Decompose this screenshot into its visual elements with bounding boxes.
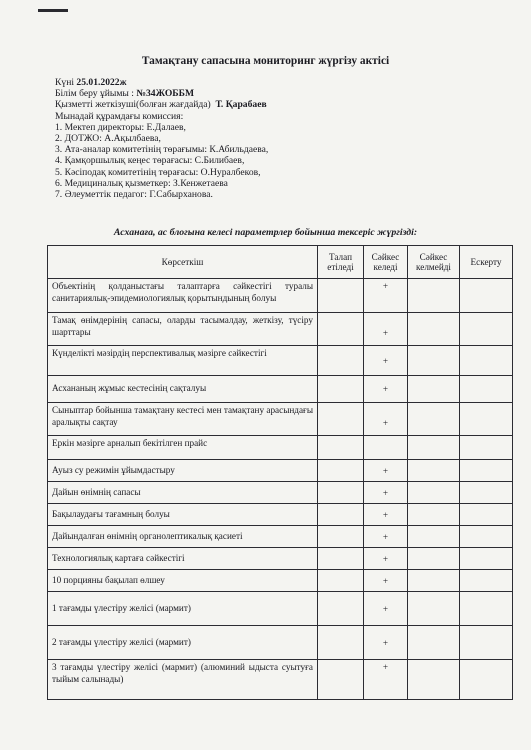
note-cell [460,482,513,504]
note-cell [460,279,513,313]
commission-member: 1. Мектеп директоры: Е.Далаев, [55,121,186,133]
supplier-label: Қызметті жеткізуші(болған жағдайда) [55,99,211,111]
indicator-cell: Объектінің қолданыстағы талаптарға сәйкестігі туралы санитариялық-эпидемиологиялық қорытындының болуы [48,279,318,313]
organization-value: №34ЖОББМ [136,88,195,100]
table-row [48,346,513,376]
supplier-value: Т. Қарабаев [215,99,267,111]
noncompliant-cell [408,626,460,660]
note-cell [460,626,513,660]
commission-member: 4. Қамқоршылық кеңес төрағасы: С.Билибаев, [55,155,245,167]
note-cell [460,403,513,436]
required-cell [318,376,364,403]
note-cell [460,376,513,403]
noncompliant-cell [408,346,460,376]
required-cell [318,570,364,592]
noncompliant-cell [408,313,460,346]
noncompliant-cell [408,660,460,700]
noncompliant-cell [408,482,460,504]
inspection-table [47,245,513,700]
indicator-cell: 3 тағамды үлестіру желісі (мармит) (алюминий ыдыста суытуға тыйым салынады) [48,660,318,700]
organization-label: Білім беру ұйымы : [55,88,134,100]
document-title: Тамақтану сапасына мониторинг жүргізу актісі [141,55,390,67]
required-cell [318,548,364,570]
indicator-cell: Тамақ өнімдерінің сапасы, оларды тасымалдау, жеткізу, түсіру шарттары [48,313,318,346]
required-cell [318,313,364,346]
commission-label: Мынадай құрамдағы комиссия: [55,110,184,122]
compliant-cell [364,436,408,460]
compliant-cell: + [364,570,408,592]
compliant-cell: + [364,626,408,660]
date-value: 25.01.2022ж [76,77,127,88]
scan-mark [38,9,68,12]
commission-member: 6. Медициналық қызметкер: З.Кенжетаева [55,177,228,189]
header-indicator: Көрсеткіш [48,246,318,279]
table-row [48,548,513,570]
required-cell [318,346,364,376]
noncompliant-cell [408,403,460,436]
noncompliant-cell [408,436,460,460]
table-row [48,279,513,313]
table-row [48,376,513,403]
indicator-cell: 1 тағамды үлестіру желісі (мармит) [48,592,318,626]
required-cell [318,504,364,526]
indicator-cell: Еркін мәзірге арналып бекітілген прайс [48,436,318,460]
table-row [48,592,513,626]
commission-member: 7. Әлеуметтік педагог: Г.Сабырханова. [55,189,213,201]
table-header-row [48,246,513,279]
date-label: Күні [55,77,74,88]
required-cell [318,460,364,482]
compliant-cell: + [364,403,408,436]
required-cell [318,436,364,460]
noncompliant-cell [408,526,460,548]
header-required: Талап етіледі [318,246,364,279]
note-cell [460,460,513,482]
compliant-cell: + [364,279,408,313]
indicator-cell: Сыныптар бойынша тамақтану кестесі мен тамақтану арасындағы аралықты сақтау [48,403,318,436]
table-row [48,504,513,526]
compliant-cell: + [364,504,408,526]
note-cell [460,526,513,548]
supplier-line [55,99,268,110]
required-cell [318,592,364,626]
noncompliant-cell [408,570,460,592]
compliant-cell: + [364,346,408,376]
note-cell [460,504,513,526]
table-row [48,526,513,548]
note-cell [460,313,513,346]
required-cell [318,526,364,548]
commission-member: 2. ДОТЖО: А.Ақылбаева, [55,133,161,145]
table-row [48,313,513,346]
noncompliant-cell [408,279,460,313]
header-note: Ескерту [460,246,513,279]
indicator-cell: Күнделікті мәзірдің перспективалық мәзірге сәйкестігі [48,346,318,376]
indicator-cell: Дайын өнімнің сапасы [48,482,318,504]
commission-list [55,122,268,200]
table-row [48,660,513,700]
required-cell [318,279,364,313]
indicator-cell: 10 порцияны бақылап өлшеу [48,570,318,592]
noncompliant-cell [408,504,460,526]
note-cell [460,660,513,700]
note-cell [460,436,513,460]
table-row [48,570,513,592]
act-header [55,77,268,200]
indicator-cell: Ауыз су режимін ұйымдастыру [48,460,318,482]
header-compliant: Сәйкес келеді [364,246,408,279]
indicator-cell: Бақылаудағы тағамның болуы [48,504,318,526]
noncompliant-cell [408,548,460,570]
compliant-cell: + [364,660,408,700]
compliant-cell: + [364,548,408,570]
compliant-cell: + [364,460,408,482]
date-line [55,77,268,88]
required-cell [318,403,364,436]
header-noncompliant: Сәйкес келмейді [408,246,460,279]
note-cell [460,592,513,626]
table-row [48,482,513,504]
table-row [48,436,513,460]
note-cell [460,570,513,592]
indicator-cell: Асхананың жұмыс кестесінің сақталуы [48,376,318,403]
note-cell [460,548,513,570]
noncompliant-cell [408,592,460,626]
compliant-cell: + [364,313,408,346]
table-subtitle: Асханаға, ас блогына келесі параметрлер бойынша тексеріс жүргізді: [113,227,418,238]
organization-line [55,88,268,99]
noncompliant-cell [408,376,460,403]
noncompliant-cell [408,460,460,482]
note-cell [460,346,513,376]
commission-member: 3. Ата-аналар комитетінің төрағымы: К.Абильдаева, [55,144,269,156]
compliant-cell: + [364,482,408,504]
required-cell [318,626,364,660]
compliant-cell: + [364,526,408,548]
indicator-cell: Технологиялық картаға сәйкестігі [48,548,318,570]
required-cell [318,482,364,504]
table-row [48,460,513,482]
table-row [48,626,513,660]
compliant-cell: + [364,592,408,626]
commission-member: 5. Кәсіподақ комитетінің төрағасы: О.Нуралбеков, [55,166,261,178]
indicator-cell: Дайындалған өнімнің органолептикалық қасиеті [48,526,318,548]
compliant-cell: + [364,376,408,403]
required-cell [318,660,364,700]
indicator-cell: 2 тағамды үлестіру желісі (мармит) [48,626,318,660]
table-row [48,403,513,436]
